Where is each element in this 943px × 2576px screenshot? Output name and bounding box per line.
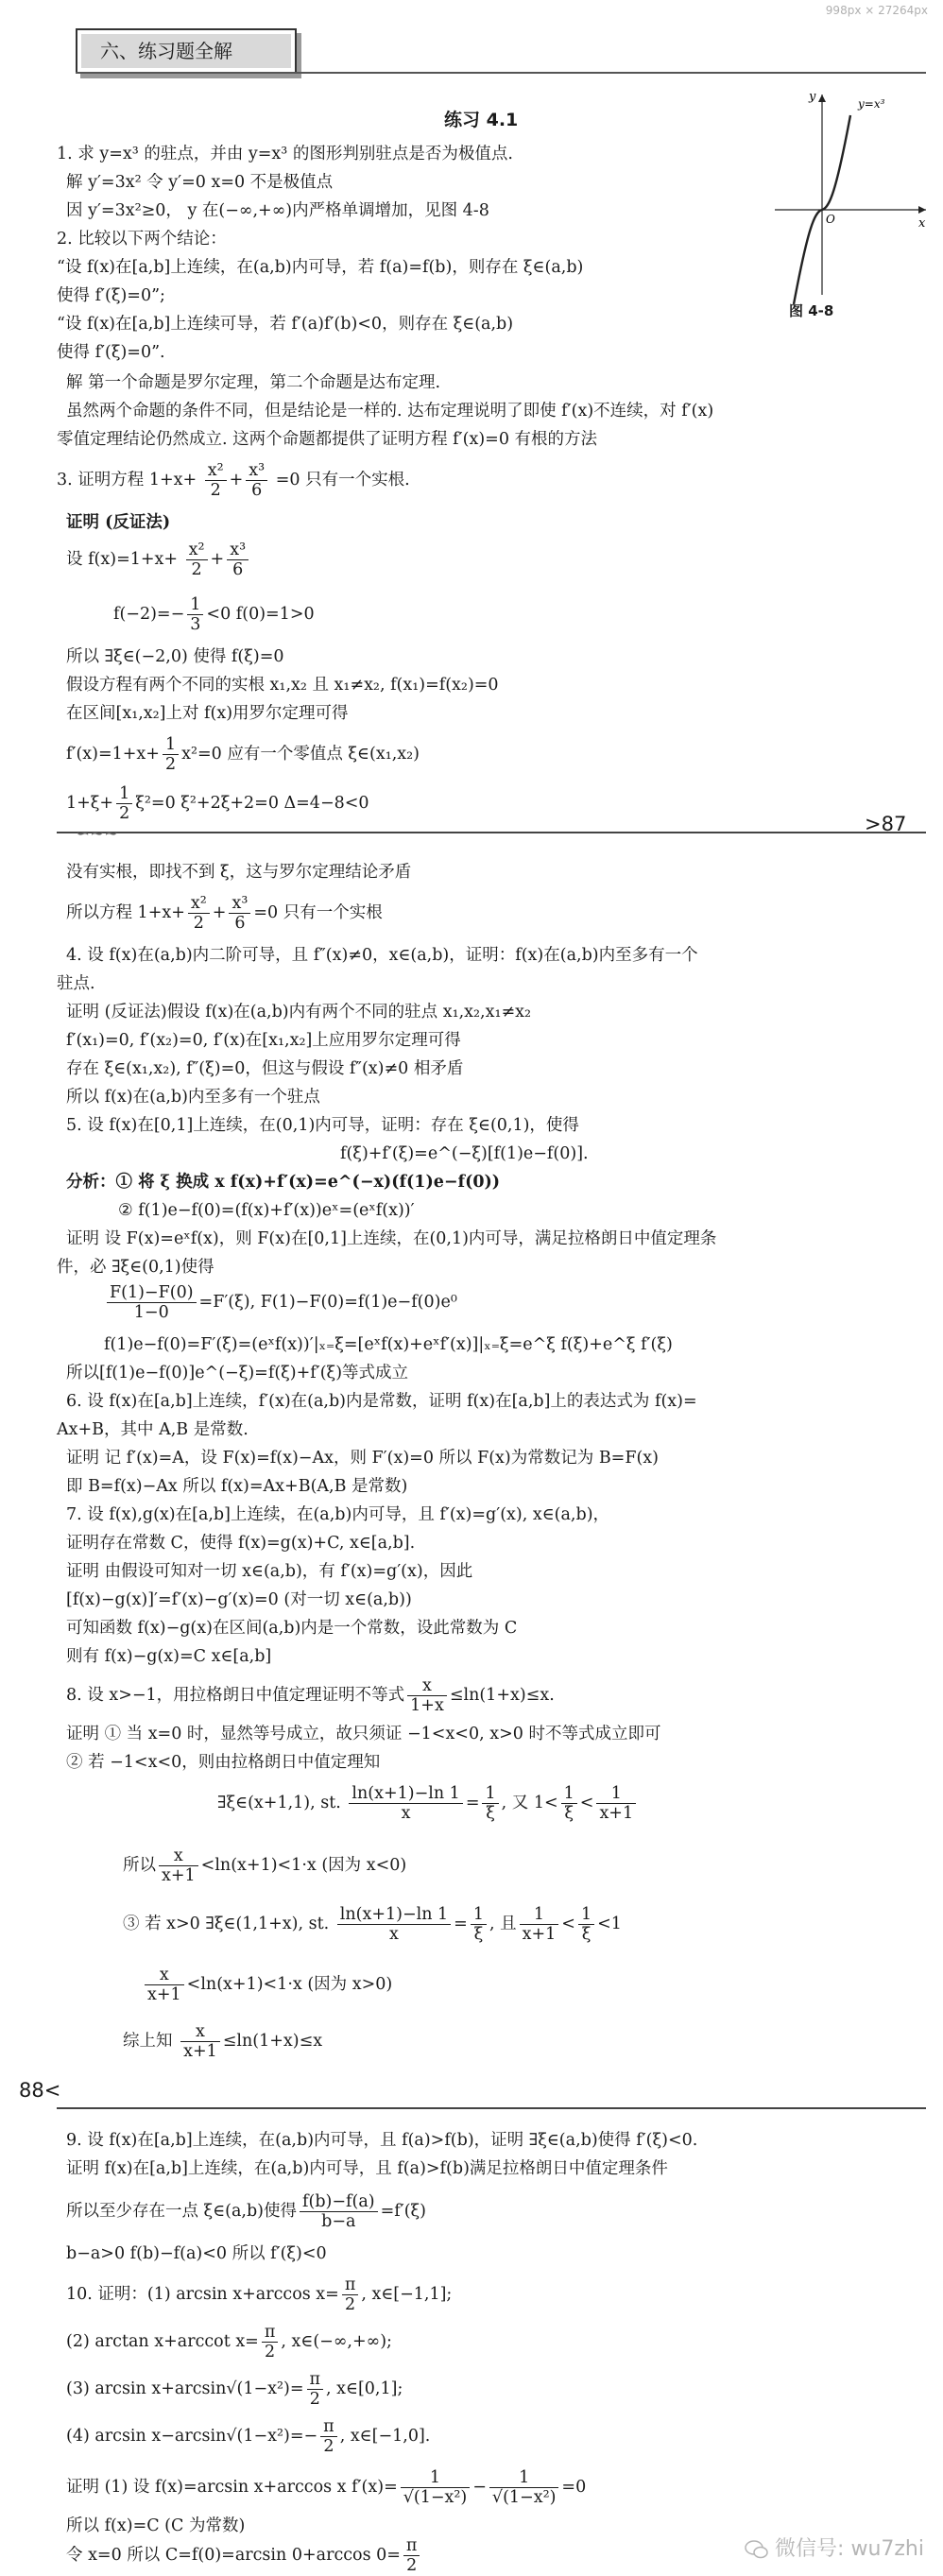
page-number-88: 88<: [19, 2079, 61, 2102]
fraction: $\frac{\pi}{2}$: [307, 2370, 324, 2409]
fraction: $\frac{F(1)-F(0)}{1-0}$: [107, 1283, 197, 1322]
p1-line: 2. 比较以下两个结论：: [57, 230, 227, 249]
p2-eq-line: 所以 $\frac{x}{x+1}$ <ln(x+1)<1·x (因为 x<0): [123, 1846, 407, 1885]
fraction: $\frac{1}{\xi}$: [578, 1905, 594, 1944]
fraction: $\frac{\text{x²}}{2}$: [188, 894, 210, 933]
curve-label: y=x³: [858, 97, 885, 111]
fraction: $\frac{x}{x+1}$: [145, 1966, 184, 2004]
p2-line: 件，必 ∃ξ∈(0,1)使得: [57, 1258, 214, 1277]
p2-line: 6. 设 f(x)在[a,b]上连续，f′(x)在(a,b)内是常数，证明 f(x)在[a,b]上的表达式为 f(x)=: [66, 1392, 697, 1411]
p3-line: 9. 设 f(x)在[a,b]上连续，在(a,b)内可导，且 f(a)>f(b)，证明 ∃ξ∈(a,b)使得 f′(ξ)<0.: [66, 2131, 698, 2150]
p2-line: 证明 设 F(x)=eˣf(x)，则 F(x)在[0,1]上连续，在(0,1)内可导，满足拉格朗日中值定理条: [66, 1229, 717, 1248]
x-axis-arrow: [918, 206, 926, 214]
p1-line: 假设方程有两个不同的实根 x₁,x₂ 且 x₁≠x₂, f(x₁)=f(x₂)=0: [66, 676, 499, 695]
p1-eq-line: f′(x)=1+x+ $\frac{1}{2}$ x²=0 应有一个零值点 ξ∈(x₁,x₂): [66, 735, 420, 774]
p2-eq-line: 所以方程 1+x+ $\frac{\text{x²}}{2}$ + $\frac{\text{x³}}{6}$ =0 只有一个实根: [66, 894, 383, 933]
p2-line: 证明 ① 当 x=0 时，显然等号成立，故只须证 −1<x<0, x>0 时不等式成立即可: [66, 1725, 661, 1743]
fraction: $\frac{x}{x+1}$: [180, 2022, 220, 2061]
p1-line: 解 第一个命题是罗尔定理，第二个命题是达布定理.: [66, 373, 441, 392]
fraction: $\frac{1}{\xi}$: [561, 1784, 577, 1823]
y-axis-label: y: [809, 90, 816, 104]
p1-line: 解 y′=3x² 令 y′=0 x=0 不是极值点: [66, 173, 334, 192]
x-axis-label: x: [918, 216, 926, 231]
page-separator: [57, 832, 926, 833]
page-number-87: >87: [865, 813, 907, 835]
p2-line: 证明 由假设可知对一切 x∈(a,b)，有 f′(x)=g′(x)，因此: [66, 1562, 473, 1581]
fraction: $\frac{1}{2}$: [163, 735, 179, 774]
p1-line: 证明 (反证法): [66, 513, 171, 532]
wechat-watermark: 微信号: wu7zhi: [745, 2533, 924, 2562]
fraction: $\frac{\pi}{2}$: [320, 2417, 337, 2456]
figure-caption: 图 4-8: [789, 302, 834, 319]
p3-line: b−a>0 f(b)−f(a)<0 所以 f′(ξ)<0: [66, 2244, 327, 2263]
p2-line: Ax+B，其中 A,B 是常数.: [57, 1420, 249, 1439]
p1-eq-line: 1+ξ+ $\frac{1}{2}$ ξ²=0 ξ²+2ξ+2=0 Δ=4−8<0: [66, 784, 369, 823]
fraction: $\frac{\pi}{2}$: [342, 2275, 359, 2314]
page-separator: [57, 2107, 926, 2109]
fraction: $\frac{\text{x³}}{6}$: [246, 461, 267, 500]
fraction: $\frac{f(b)-f(a)}{b-a}$: [300, 2192, 378, 2231]
p1-line: 所以 ∃ξ∈(−2,0) 使得 f(ξ)=0: [66, 647, 284, 666]
header-rule: [76, 72, 926, 74]
fraction: $\frac{1}{\text{√(1−x²)}}$: [401, 2468, 471, 2507]
p3-eq-line: (3) arcsin x+arcsin√(1−x²)= $\frac{\pi}{2}$ , x∈[0,1];: [66, 2370, 403, 2409]
p1-eq-line: 3. 证明方程 1+x+ $\frac{\text{x²}}{2}$ + $\frac{\text{x³}}{6}$ =0 只有一个实根.: [57, 461, 410, 500]
fraction: $\frac{\pi}{2}$: [403, 2536, 420, 2575]
p2-line: 证明 记 f′(x)=A，设 F(x)=f(x)−Ax，则 F′(x)=0 所以 F(x)为常数记为 B=F(x): [66, 1449, 660, 1468]
chapter-header: [76, 28, 297, 74]
p2-line: f(1)e−f(0)=F′(ξ)=(eˣf(x))′|ₓ₌ξ=[eˣf(x)+eˣf′(x)]|ₓ₌ξ=e^ξ f(ξ)+e^ξ f′(ξ): [104, 1335, 673, 1354]
dimension-label: 998px × 27264px: [825, 4, 928, 17]
p2-line: 没有实根，即找不到 ξ，这与罗尔定理结论矛盾: [66, 863, 412, 882]
p1-eq-line: f(−2)=− $\frac{1}{3}$ <0 f(0)=1>0: [113, 595, 315, 634]
p1-line: 使得 f′(ξ)=0”;: [57, 286, 165, 305]
fraction: $\frac{x}{x+1}$: [159, 1846, 198, 1885]
fraction: $\frac{\text{x³}}{6}$: [227, 541, 249, 579]
p3-eq-line: (4) arcsin x−arcsin√(1−x²)=− $\frac{\pi}{2}$ , x∈[−1,0].: [66, 2417, 431, 2456]
fraction: $\frac{1}{\text{√(1−x²)}}$: [489, 2468, 559, 2507]
p3-eq-line: (2) arctan x+arccot x= $\frac{\pi}{2}$ , x∈(−∞,+∞);: [66, 2323, 392, 2361]
y-axis-arrow: [818, 94, 826, 102]
p2-line: [f(x)−g(x)]′=f′(x)−g′(x)=0 (对一切 x∈(a,b)): [66, 1590, 412, 1609]
p2-line: 4. 设 f(x)在(a,b)内二阶可导，且 f″(x)≠0，x∈(a,b)，证明：f(x)在(a,b)内至多有一个: [66, 946, 698, 965]
p2-line: 7. 设 f(x),g(x)在[a,b]上连续，在(a,b)内可导，且 f′(x)=g′(x), x∈(a,b)，: [66, 1505, 610, 1524]
p2-line: 证明存在常数 C，使得 f(x)=g(x)+C, x∈[a,b].: [66, 1534, 416, 1553]
cubic-graph: [756, 87, 935, 314]
fraction: $\frac{\ln(x+1)-\ln 1}{x}$: [337, 1905, 451, 1944]
p2-line: ② 若 −1<x<0，则由拉格朗日中值定理知: [66, 1753, 381, 1772]
fraction: $\frac{1}{2}$: [116, 784, 132, 823]
origin-label: O: [826, 213, 835, 226]
p2-line: 即 B=f(x)−Ax 所以 f(x)=Ax+B(A,B 是常数): [66, 1477, 408, 1496]
p3-line: 所以 f(x)=C (C 为常数): [66, 2516, 246, 2535]
p2-line: 证明 (反证法)假设 f(x)在(a,b)内有两个不同的驻点 x₁,x₂,x₁≠x₂: [66, 1003, 532, 1022]
fraction: $\frac{\text{x²}}{2}$: [205, 461, 227, 500]
p3-line: 证明 f(x)在[a,b]上连续，在(a,b)内可导，且 f(a)>f(b)满足拉格朗日中值定理条件: [66, 2159, 668, 2178]
p2-eq-line: ③ 若 x>0 ∃ξ∈(1,1+x), st. $\frac{\ln(x+1)-\ln 1}{x}$ = $\frac{1}{\xi}$ , 且 $\frac{1}{x+1}$ < $\frac{1}{\xi}$ <1: [123, 1905, 622, 1944]
p2-eq-line: $\frac{F(1)-F(0)}{1-0}$ =F′(ξ), F(1)−F(0)=f(1)e−f(0)e⁰: [104, 1283, 457, 1322]
p2-line: ② f(1)e−f(0)=(f(x)+f′(x))eˣ=(eˣf(x))′: [118, 1201, 415, 1220]
p1-line: “设 f(x)在[a,b]上连续可导，若 f′(a)f′(b)<0，则存在 ξ∈(a,b): [57, 315, 514, 334]
p3-eq-line: 证明 (1) 设 f(x)=arcsin x+arccos x f′(x)= $\frac{1}{\text{√(1−x²)}}$ − $\frac{1}{\text{√(1−x²)}}$ =0: [66, 2468, 587, 2507]
p1-line: 在区间[x₁,x₂]上对 f(x)用罗尔定理可得: [66, 704, 349, 723]
p2-line: f(ξ)+f′(ξ)=e^(−ξ)[f(1)e−f(0)].: [340, 1144, 589, 1163]
p1-line: 使得 f′(ξ)=0”.: [57, 343, 165, 362]
fraction: $\frac{\text{x³}}{6}$: [229, 894, 250, 933]
p2-eq-line: 8. 设 x>−1，用拉格朗日中值定理证明不等式 $\frac{x}{1+x}$ ≤ln(1+x)≤x.: [66, 1676, 555, 1715]
fraction: $\frac{\pi}{2}$: [262, 2323, 279, 2361]
p2-eq-line: 综上知 $\frac{x}{x+1}$ ≤ln(1+x)≤x: [123, 2022, 323, 2061]
p1-line: 1. 求 y=x³ 的驻点，并由 y=x³ 的图形判别驻点是否为极值点.: [57, 145, 513, 163]
wechat-icon: [745, 2539, 769, 2560]
fraction: $\frac{1}{\xi}$: [482, 1784, 498, 1823]
p2-line: 则有 f(x)−g(x)=C x∈[a,b]: [66, 1647, 272, 1666]
fraction: $\frac{x}{1+x}$: [407, 1676, 447, 1715]
p3-eq-line: 所以至少存在一点 ξ∈(a,b)使得 $\frac{f(b)-f(a)}{b-a}$ =f′(ξ): [66, 2192, 426, 2231]
p1-line: 虽然两个命题的条件不同，但是结论是一样的. 达布定理说明了即使 f′(x)不连续，对 f′(x): [66, 402, 714, 421]
p1-line: 因 y′=3x²≥0， y 在(−∞,+∞)内严格单调增加，见图 4-8: [66, 201, 489, 220]
page-fold-mark: ∽∼∼: [76, 824, 119, 844]
p2-line: f′(x₁)=0, f′(x₂)=0, f′(x)在[x₁,x₂]上应用罗尔定理可得: [66, 1031, 461, 1050]
p2-eq-line: ∃ξ∈(x+1,1), st. $\frac{\ln(x+1)-\ln 1}{x}$ = $\frac{1}{\xi}$ , 又 1< $\frac{1}{\xi}$ < $\frac{1}{x+1}$: [217, 1784, 639, 1823]
p3-eq-line: 10. 证明：(1) arcsin x+arccos x= $\frac{\pi}{2}$ , x∈[−1,1];: [66, 2275, 453, 2314]
fraction: $\frac{1}{3}$: [187, 595, 203, 634]
p2-line: 驻点.: [57, 974, 95, 993]
fraction: $\frac{1}{x+1}$: [596, 1784, 636, 1823]
section-title: 练习 4.1: [444, 110, 519, 130]
p2-eq-line: $\frac{x}{x+1}$ <ln(x+1)<1·x (因为 x>0): [142, 1966, 392, 2004]
p2-line: 存在 ξ∈(x₁,x₂), f″(ξ)=0，但这与假设 f″(x)≠0 相矛盾: [66, 1059, 464, 1078]
fraction: $\frac{\text{x²}}{2}$: [186, 541, 208, 579]
p2-line: 分析：① 将 ξ 换成 x f(x)+f′(x)=e^(−x)(f(1)e−f(0)): [66, 1173, 501, 1192]
p2-line: 5. 设 f(x)在[0,1]上连续，在(0,1)内可导，证明：存在 ξ∈(0,1)，使得: [66, 1116, 579, 1135]
fraction: $\frac{\ln(x+1)-\ln 1}{x}$: [349, 1784, 462, 1823]
fraction: $\frac{1}{x+1}$: [520, 1905, 559, 1944]
p1-eq-line: 设 f(x)=1+x+ $\frac{\text{x²}}{2}$ + $\frac{\text{x³}}{6}$: [66, 541, 251, 579]
fraction: $\frac{1}{\xi}$: [471, 1905, 487, 1944]
p2-line: 可知函数 f(x)−g(x)在区间(a,b)内是一个常数，设此常数为 C: [66, 1619, 518, 1638]
p2-line: 所以 f(x)在(a,b)内至多有一个驻点: [66, 1088, 320, 1107]
p2-line: 所以[f(1)e−f(0)]e^(−ξ)=f(ξ)+f′(ξ)等式成立: [66, 1364, 409, 1382]
p3-eq-line: 令 x=0 所以 C=f(0)=arcsin 0+arccos 0= $\frac{\pi}{2}$: [66, 2536, 422, 2575]
p1-line: “设 f(x)在[a,b]上连续，在(a,b)内可导，若 f(a)=f(b)，则存在 ξ∈(a,b): [57, 258, 584, 277]
p1-line: 零值定理结论仍然成立. 这两个命题都提供了证明方程 f′(x)=0 有根的方法: [57, 430, 598, 449]
chapter-header-title: 六、练习题全解: [81, 34, 291, 68]
